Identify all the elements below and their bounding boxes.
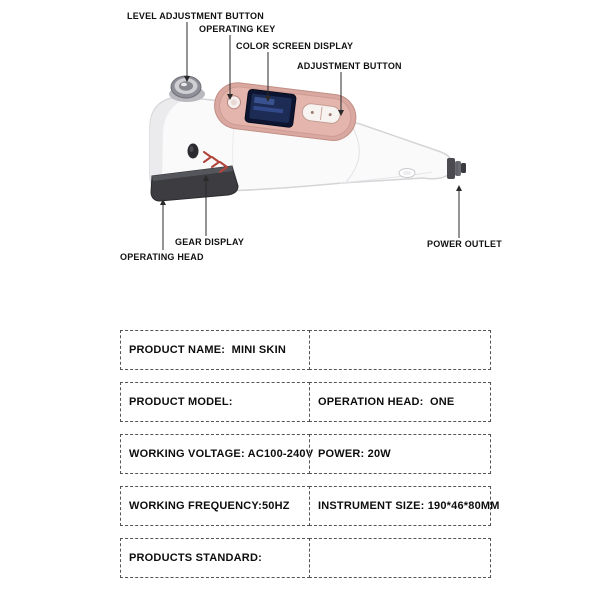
callout-label-operating-head: OPERATING HEAD [120,252,204,262]
spec-cell-product-name: PRODUCT NAME: MINI SKIN [120,330,310,370]
spec-row-frequency-size [120,486,500,526]
spec-table [120,330,500,590]
callout-operating-head [120,199,204,262]
hang-hole [399,169,415,178]
callout-power-outlet [427,185,502,249]
spec-cell-empty [309,330,491,370]
callout-label-operating-key: OPERATING KEY [199,24,276,34]
spec-cell-power: POWER: 20W [309,434,491,474]
spec-row-voltage-power [120,434,492,474]
spec-row-products-standard [120,538,492,578]
callout-label-color-screen: COLOR SCREEN DISPLAY [236,41,354,51]
callout-label-adjustment-button: ADJUSTMENT BUTTON [297,61,402,71]
spec-row-product-model [120,382,492,422]
spec-cell-product-model: PRODUCT MODEL: [120,382,310,422]
spec-row-product-name [120,330,492,370]
spec-cell-products-standard: PRODUCTS STANDARD: [120,538,310,578]
power-outlet-tip [447,158,466,179]
callout-label-power-outlet: POWER OUTLET [427,239,502,249]
spec-cell-empty [309,538,491,578]
callout-label-level-adjustment: LEVEL ADJUSTMENT BUTTON [127,11,264,21]
side-button [188,144,199,159]
callout-label-gear-display: GEAR DISPLAY [175,237,245,247]
arrow-up-icon [456,185,462,191]
spec-cell-operation-head: OPERATION HEAD: ONE [309,382,491,422]
spec-cell-working-voltage: WORKING VOLTAGE: AC100-240V [120,434,310,474]
spec-cell-working-frequency: WORKING FREQUENCY:50HZ [120,486,310,526]
spec-cell-instrument-size: INSTRUMENT SIZE: 190*46*80MM [309,486,491,526]
